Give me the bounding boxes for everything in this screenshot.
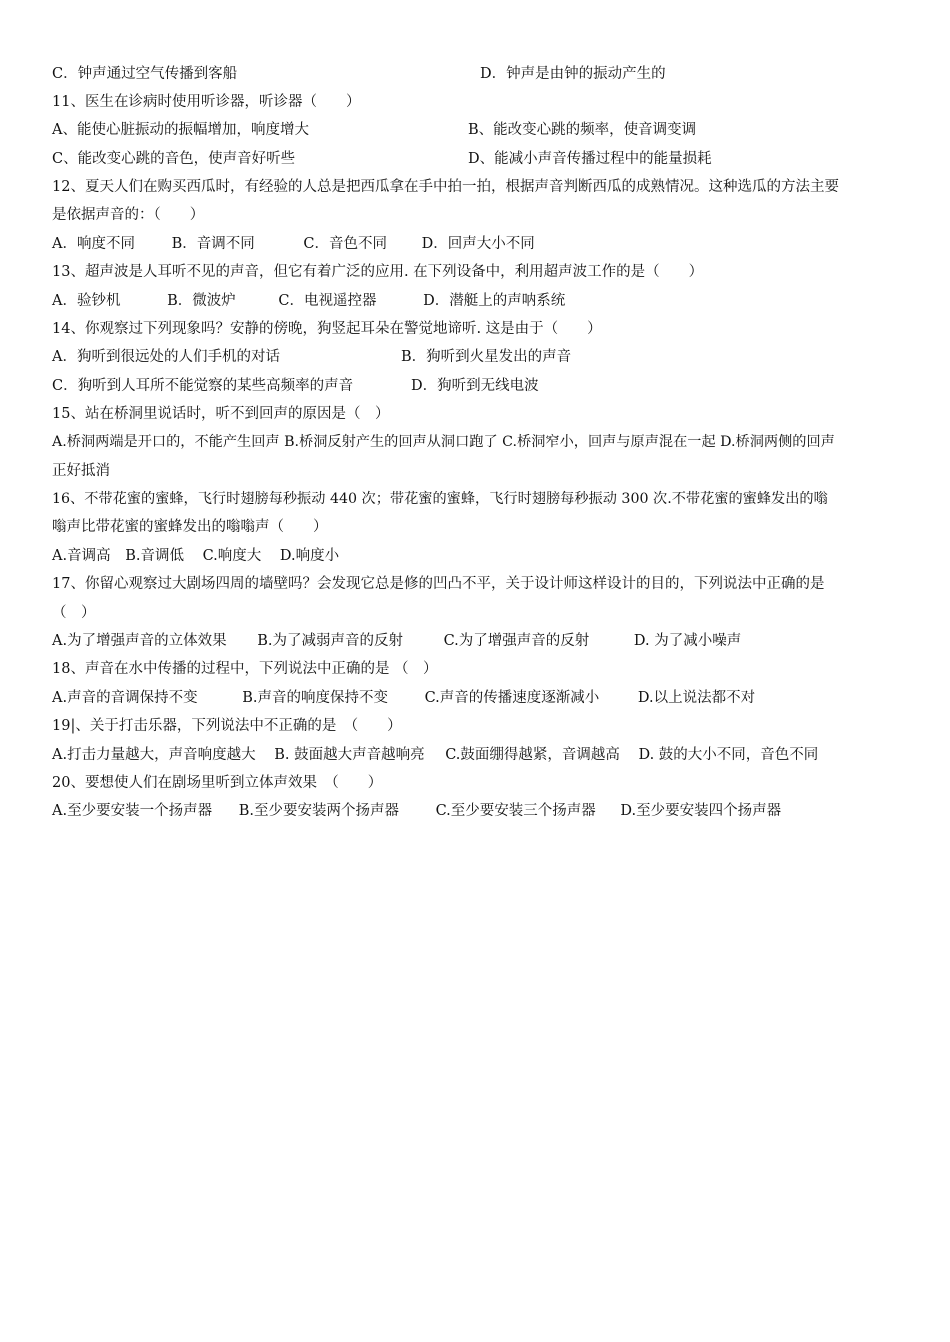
q14-option-a: A．狗听到很远处的人们手机的对话 [52,349,280,365]
q15-options-line2: 正好抵消 [52,463,110,479]
q16-options [52,546,339,566]
q12-options [52,234,535,254]
question-14-stem: 14、你观察过下列现象吗？安静的傍晚，狗竖起耳朵在警觉地谛听. 这是由于（ ） [52,321,602,337]
q20-option-c: C.至少要安装三个扬声器 [435,803,596,819]
q19-option-d: D. 鼓的大小不同，音色不同 [638,747,819,763]
q19-option-c: C.鼓面绷得越紧，音调越高 [445,747,620,763]
q17-option-b: B.为了减弱声音的反射 [257,633,403,649]
q18-option-d: D.以上说法都不对 [637,690,756,706]
q16-option-b: B.音调低 [125,548,184,564]
q15-options-line1: A.桥洞两端是开口的，不能产生回声 B.桥洞反射产生的回声从洞口跑了 C.桥洞窄小，回声与原声混在一起 D.桥洞两侧的回声 [52,434,835,450]
q13-option-d: D．潜艇上的声呐系统 [423,293,566,309]
q20-option-b: B.至少要安装两个扬声器 [238,803,399,819]
q19-options [52,745,818,765]
q18-option-b: B.声音的响度保持不变 [242,690,388,706]
q20-options [52,801,781,821]
question-19-stem: 19|、关于打击乐器，下列说法中不正确的是 （ ） [52,718,402,734]
q17-options [52,631,741,651]
q16-option-d: D.响度小 [279,548,340,564]
question-17-stem-line2: （ ） [52,605,96,621]
question-18-stem: 18、声音在水中传播的过程中，下列说法中正确的是 （ ） [52,661,438,677]
q19-option-b: B. 鼓面越大声音越响亮 [274,747,425,763]
q12-option-c: C．音色不同 [303,236,387,252]
q11-option-d: D、能减小声音传播过程中的能量损耗 [468,151,712,167]
q14-option-b: B．狗听到火星发出的声音 [401,349,572,365]
q13-option-c: C．电视遥控器 [278,293,377,309]
question-12-stem-line1: 12、夏天人们在购买西瓜时，有经验的人总是把西瓜拿在手中拍一拍，根据声音判断西瓜的成熟情况。这种选瓜的方法主要 [52,179,839,195]
q11-option-c: C、能改变心跳的音色，使声音好听些 [52,151,296,167]
q13-options [52,291,565,311]
q12-option-a: A．响度不同 [52,236,135,252]
q13-option-b: B．微波炉 [167,293,236,309]
q18-option-c: C.声音的传播速度逐渐减小 [424,690,600,706]
q14-option-c: C．狗听到人耳所不能觉察的某些高频率的声音 [52,378,354,394]
q13-option-a: A．验钞机 [52,293,121,309]
question-13-stem: 13、超声波是人耳听不见的声音，但它有着广泛的应用. 在下列设备中，利用超声波工作的是（ ） [52,264,704,280]
q18-options [52,688,755,708]
q17-option-c: C.为了增强声音的反射 [443,633,590,649]
option-c-prev: C．钟声通过空气传播到客船 [52,66,238,82]
q18-option-a: A.声音的音调保持不变 [52,690,198,706]
q17-option-a: A.为了增强声音的立体效果 [52,633,227,649]
q12-option-b: B．音调不同 [171,236,255,252]
q11-option-a: A、能使心脏振动的振幅增加，响度增大 [52,122,309,138]
question-15-stem: 15、站在桥洞里说话时，听不到回声的原因是（ ） [52,406,390,422]
q19-option-a: A.打击力量越大，声音响度越大 [52,747,256,763]
q16-option-a: A.音调高 [52,548,111,564]
question-11-stem: 11、医生在诊病时使用听诊器，听诊器（ ） [52,94,361,110]
q12-option-d: D．回声大小不同 [421,236,535,252]
q20-option-a: A.至少要安装一个扬声器 [52,803,213,819]
question-16-stem-line2: 嗡声比带花蜜的蜜蜂发出的嗡嗡声（ ） [52,519,328,535]
q20-option-d: D.至少要安装四个扬声器 [620,803,782,819]
question-20-stem: 20、要想使人们在剧场里听到立体声效果 （ ） [52,775,383,791]
option-d-prev: D．钟声是由钟的振动产生的 [480,66,666,82]
q16-option-c: C.响度大 [202,548,262,564]
q11-option-b: B、能改变心跳的频率，使音调变调 [468,122,697,138]
q14-option-d: D．狗听到无线电波 [411,378,539,394]
question-16-stem-line1: 16、不带花蜜的蜜蜂，飞行时翅膀每秒振动 440 次；带花蜜的蜜蜂，飞行时翅膀每秒振动 300 次.不带花蜜的蜜蜂发出的嗡 [52,491,828,507]
question-12-stem-line2: 是依据声音的：（ ） [52,207,205,223]
question-17-stem-line1: 17、你留心观察过大剧场四周的墙壁吗？会发现它总是修的凹凸不平，关于设计师这样设计的目的，下列说法中正确的是 [52,576,825,592]
q17-option-d: D. 为了减小噪声 [633,633,742,649]
